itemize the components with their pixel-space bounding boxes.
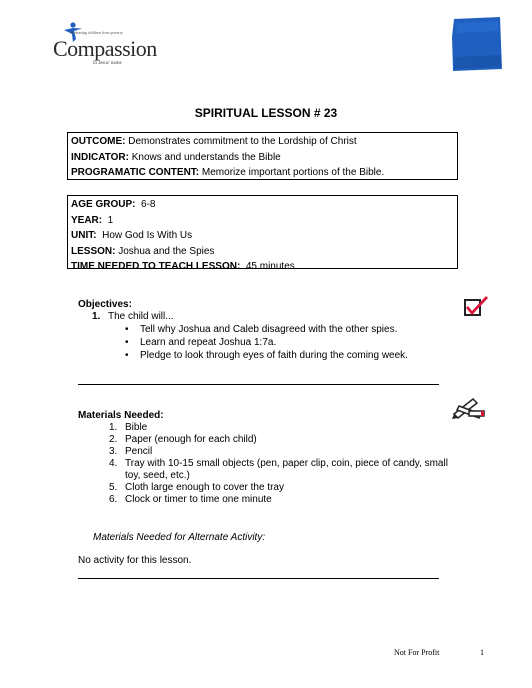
unit-label: UNIT: bbox=[71, 230, 97, 242]
page-title: SPIRITUAL LESSON # 23 bbox=[194, 106, 338, 120]
unit-value: How God Is With Us bbox=[96, 230, 193, 242]
indicator-label: INDICATOR: bbox=[71, 151, 129, 163]
item-number: 5. bbox=[109, 482, 118, 493]
outcome-label: OUTCOME: bbox=[71, 136, 126, 147]
item-number: 2. bbox=[109, 434, 118, 445]
item-number: 6. bbox=[109, 494, 118, 505]
objectives-sub-text: The child will... bbox=[108, 311, 174, 322]
list-item: • Learn and repeat Joshua 1:7a. bbox=[125, 336, 408, 349]
pencil-icon bbox=[451, 396, 486, 420]
unit-row bbox=[71, 228, 454, 244]
indicator-value: Knows and understands the Bible bbox=[128, 151, 281, 163]
lesson-label: LESSON: bbox=[71, 245, 116, 257]
list-item bbox=[109, 434, 449, 446]
blue-brush-decoration bbox=[452, 17, 502, 71]
objectives-subheading bbox=[92, 311, 174, 322]
list-item bbox=[109, 446, 449, 458]
item-number: 1. bbox=[109, 422, 118, 433]
objectives-heading: Objectives: bbox=[78, 299, 132, 310]
item-text: Bible bbox=[125, 422, 148, 433]
page-number: 1 bbox=[480, 648, 484, 657]
time-label: TIME NEEDED TO TEACH LESSON: bbox=[71, 261, 241, 273]
outcome-box bbox=[67, 132, 458, 180]
content-value: Memorize important portions of the Bible. bbox=[199, 167, 385, 179]
year-value: 1 bbox=[102, 214, 114, 226]
lesson-info-box bbox=[67, 195, 458, 273]
outcome-value: Demonstrates commitment to the Lordship of Christ bbox=[125, 136, 357, 147]
content-row bbox=[71, 165, 454, 181]
content-label: PROGRAMATIC CONTENT: bbox=[71, 167, 200, 179]
divider bbox=[78, 384, 439, 385]
objectives-sub-number: 1. bbox=[92, 311, 101, 322]
item-text: Clock or timer to time one minute bbox=[125, 494, 272, 505]
list-item bbox=[109, 422, 449, 434]
year-row bbox=[71, 213, 454, 229]
item-text: Tray with 10-15 small objects (pen, paper clip, coin, piece of candy, small toy, seed, etc.) bbox=[125, 458, 448, 481]
divider bbox=[78, 578, 439, 579]
year-label: YEAR: bbox=[71, 214, 103, 226]
age-row bbox=[71, 197, 454, 213]
materials-heading: Materials Needed: bbox=[78, 410, 164, 421]
alternate-activity-text: No activity for this lesson. bbox=[78, 555, 192, 566]
outcome-row bbox=[71, 134, 454, 150]
footer-text: Not For Profit bbox=[394, 648, 440, 657]
list-item bbox=[109, 482, 449, 494]
item-text: Cloth large enough to cover the tray bbox=[125, 482, 284, 493]
compassion-logo bbox=[52, 22, 172, 72]
logo-tagline: Releasing children from poverty bbox=[71, 30, 123, 35]
lesson-value: Joshua and the Spies bbox=[115, 245, 215, 257]
list-item: • Pledge to look through eyes of faith during the coming week. bbox=[125, 349, 408, 362]
list-item bbox=[109, 458, 449, 482]
indicator-row bbox=[71, 150, 454, 166]
materials-list bbox=[109, 422, 449, 506]
list-item bbox=[109, 494, 449, 506]
item-number: 3. bbox=[109, 446, 118, 457]
logo-subline: in Jesus' name bbox=[93, 61, 122, 66]
time-row bbox=[71, 259, 454, 275]
logo-wordmark: Compassion bbox=[53, 36, 157, 61]
time-value: 45 minutes bbox=[240, 261, 295, 273]
alternate-activity-heading: Materials Needed for Alternate Activity: bbox=[93, 532, 266, 543]
age-value: 6-8 bbox=[135, 199, 156, 210]
checkbox-check-icon bbox=[463, 294, 489, 318]
item-text: Paper (enough for each child) bbox=[125, 434, 257, 445]
objectives-list bbox=[125, 323, 408, 363]
age-label: AGE GROUP: bbox=[71, 199, 136, 210]
item-number: 4. bbox=[109, 458, 118, 469]
item-text: Pencil bbox=[125, 446, 153, 457]
list-item: • Tell why Joshua and Caleb disagreed with the other spies. bbox=[125, 323, 408, 336]
lesson-row bbox=[71, 244, 454, 260]
